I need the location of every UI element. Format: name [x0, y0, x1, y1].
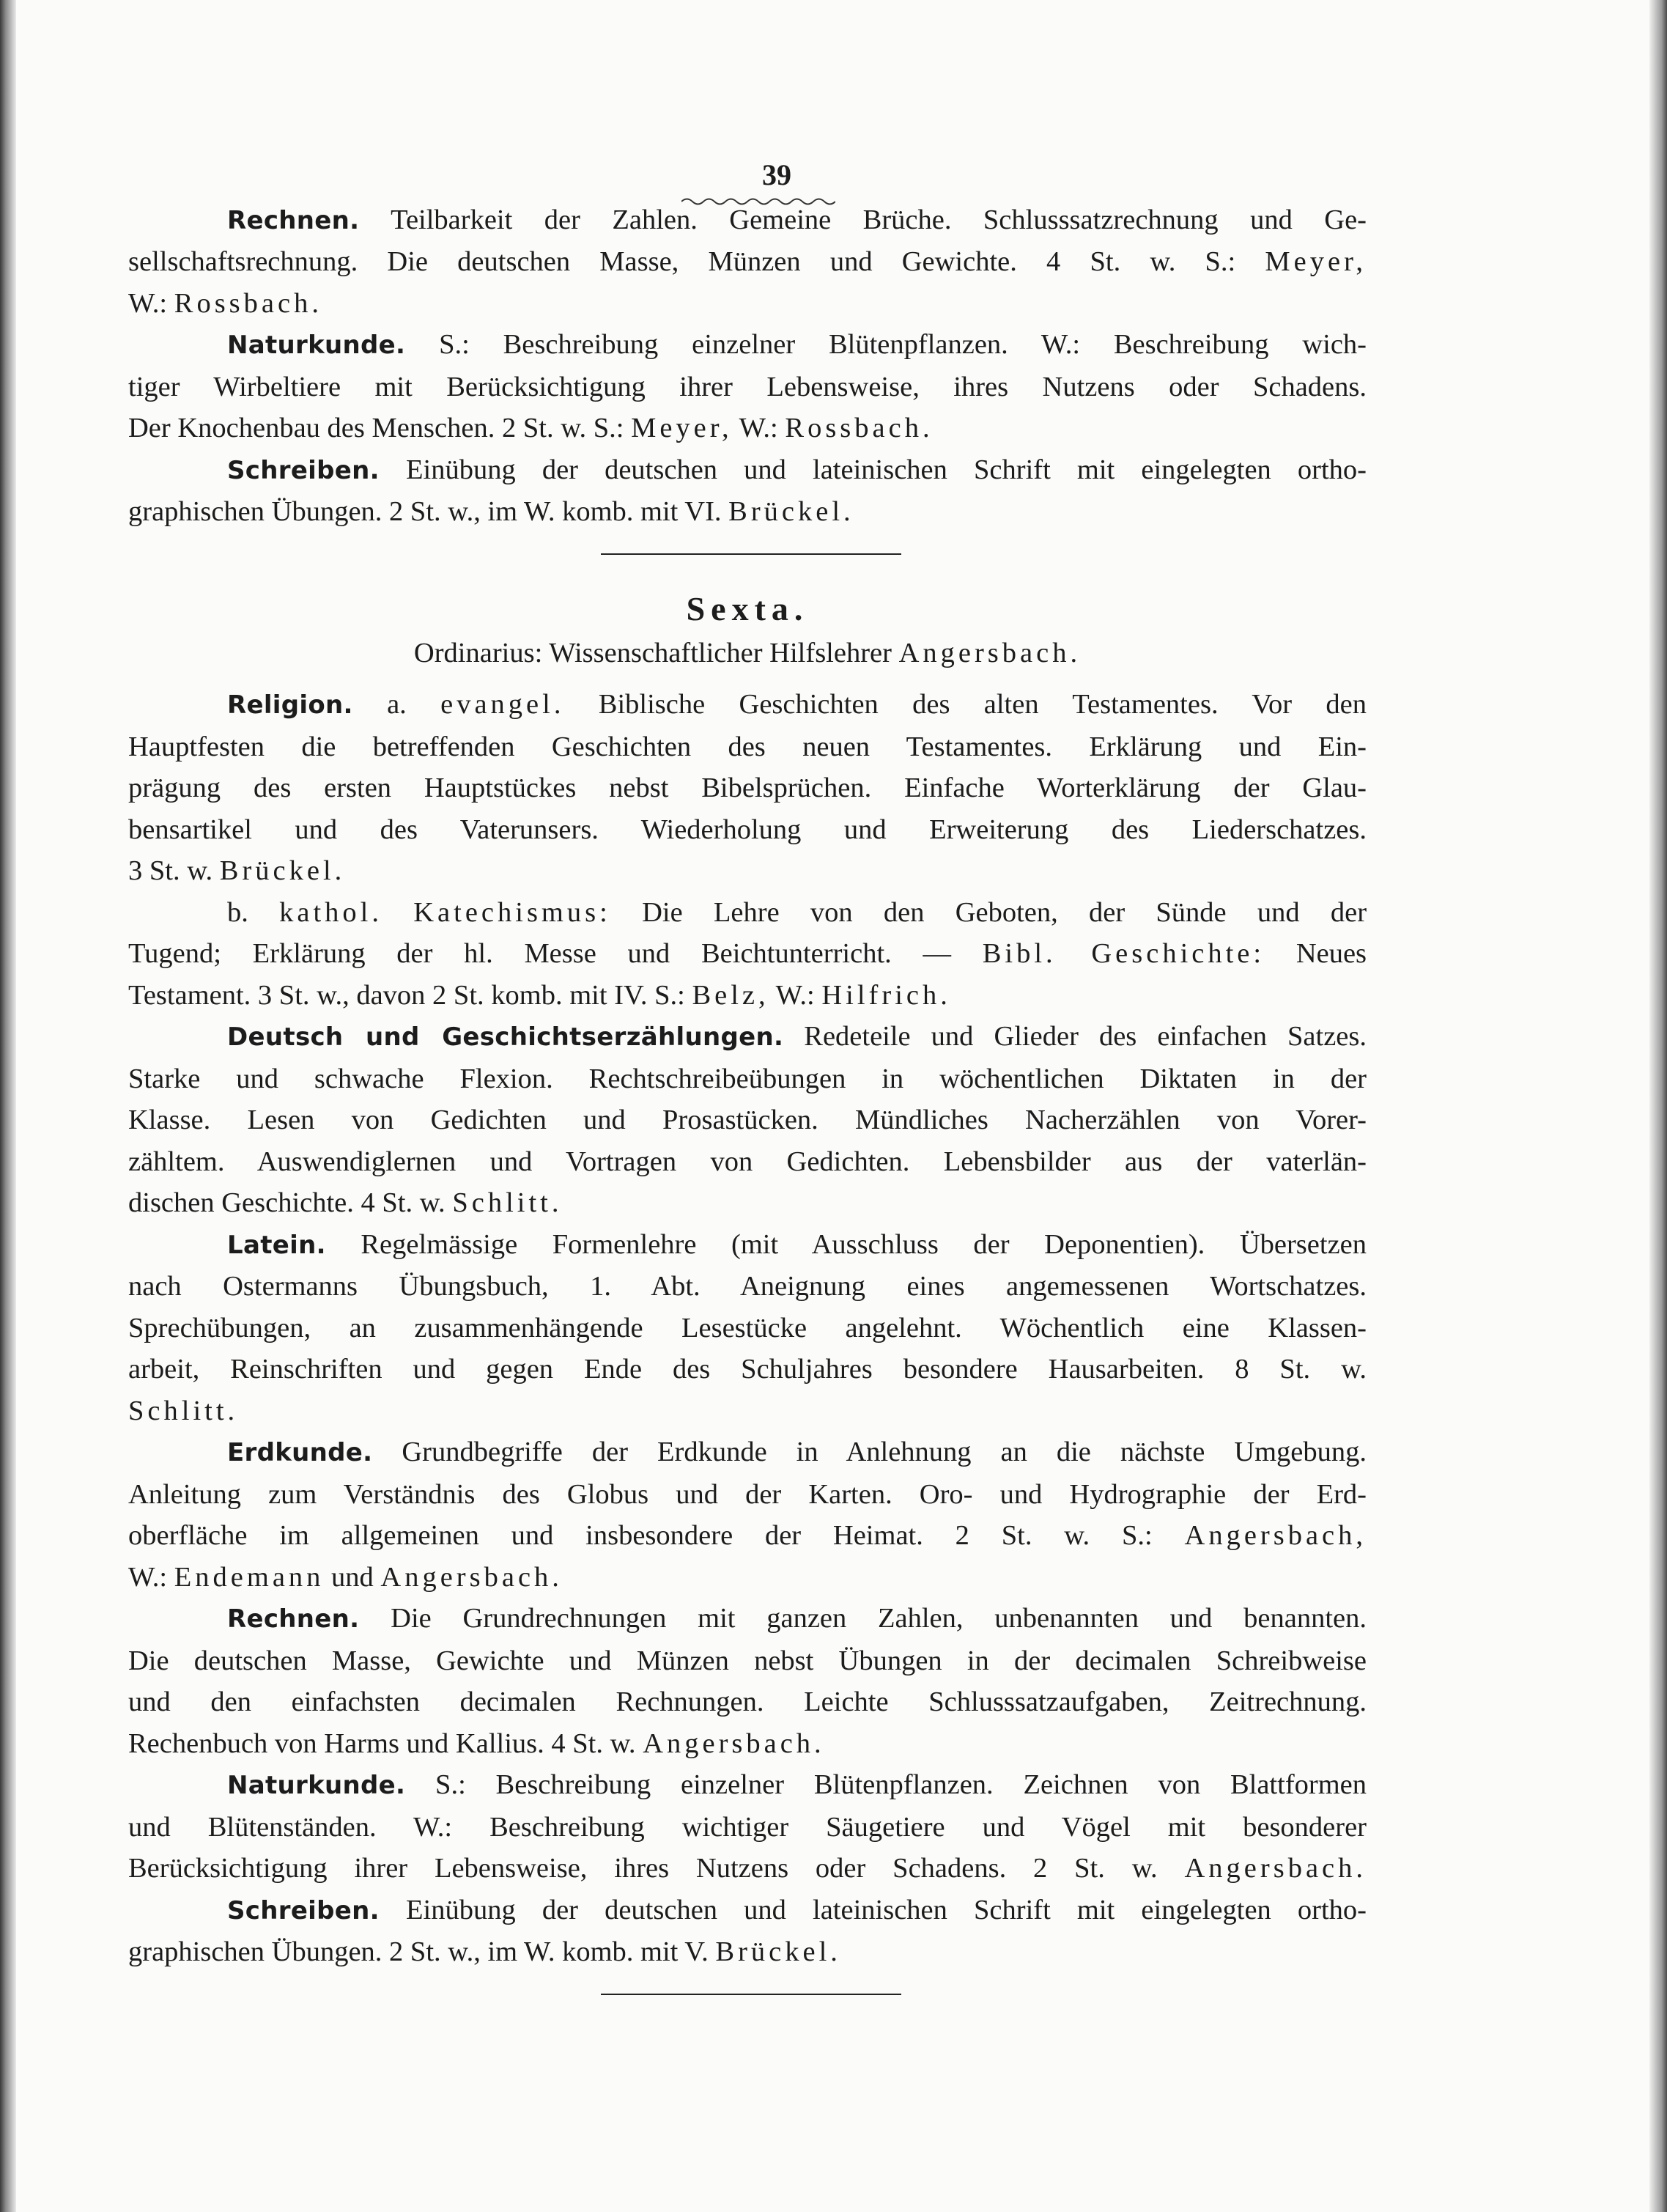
erdkunde-heading: Erdkunde. [227, 1438, 373, 1467]
ordinarius-line: Ordinarius: Wissenschaftlicher Hilfslehrer Angersbach. [413, 637, 1082, 668]
religion-paragraph: Religion. a. evangel. Biblische Geschichten des alten Testamentes. Vor den Hauptfesten die betreffenden Geschichten des neuen Testamentes. Erklärung und Ein- prägung des ersten Hauptstückes nebst Bibelsprüchen. Einfache Worterklärung der Glau- bensartikel und des Vaterunsers. Wiederholung und Erweiterung des Liederschatzes. 3 St. w. Brückel. b. kathol. Katechismus: Die Lehre von den Geboten, der Sünde und der Tugend; Erklärung der hl. Messe und Beichtunterricht. — Bibl. Geschichte: Neues Testament. 3 St. w., davon 2 St. komb. mit IV. S.: Belz, W.: Hilfrich. [128, 689, 1367, 1011]
prev-schreiben-heading: Schreiben. [227, 455, 380, 485]
naturkunde-heading: Naturkunde. [227, 1771, 406, 1800]
rechnen-heading: Rechnen. [227, 1604, 360, 1634]
prev-naturkunde-heading: Naturkunde. [227, 331, 406, 360]
religion-heading: Religion. [227, 690, 353, 720]
erdkunde-paragraph: Erdkunde. Grundbegriffe der Erdkunde in Anlehnung an die nächste Umgebung. Anleitung zum Verständnis des Globus und der Karten. Oro- und Hydrographie der Erd- oberfläche im allgemeinen und insbesondere der Heimat. 2 St. w. S.: Angersbach, W.: Endemann und Angersbach. [128, 1437, 1367, 1593]
section-divider-bottom [128, 1973, 1367, 2015]
schreiben-paragraph: Schreiben. Einübung der deutschen und lateinischen Schrift mit eingelegten ortho- graphischen Übungen. 2 St. w., im W. komb. mit V. Brückel. [128, 1894, 1367, 1967]
prev-schreiben-paragraph: Schreiben. Einübung der deutschen und lateinischen Schrift mit eingelegten ortho- graphischen Übungen. 2 St. w., im W. komb. mit VI. Brückel. [128, 454, 1367, 527]
section-divider-top [128, 533, 1367, 575]
page-number: 39 [762, 158, 791, 191]
page-body [128, 158, 1367, 2014]
deutsch-paragraph: Deutsch und Geschichtserzählungen. Redeteile und Glieder des einfachen Satzes. Starke und schwache Flexion. Rechtschreibeübungen in wöchentlichen Diktaten in der Klasse. Lesen von Gedichten und Prosastücken. Mündliches Nacherzählen von Vorer- zähltem. Auswendiglernen und Vortragen von Gedichten. Lebensbilder aus der vaterlän- dischen Geschichte. 4 St. w. Schlitt. [128, 1021, 1367, 1218]
page-edge-right [1649, 0, 1667, 2212]
rechnen-paragraph: Rechnen. Die Grundrechnungen mit ganzen Zahlen, unbenannten und benannten. Die deutschen Masse, Gewichte und Münzen nebst Übungen in der decimalen Schreibweise und den einfachsten decimalen Rechnungen. Leichte Schlusssatzaufgaben, Zeitrechnung. Rechenbuch von Harms und Kallius. 4 St. w. Angersbach. [128, 1603, 1367, 1759]
section-title: Sexta. [686, 590, 809, 627]
page-edge-left [0, 0, 16, 2212]
deutsch-heading: Deutsch und Geschichtserzählungen. [227, 1022, 784, 1052]
prev-rechnen-heading: Rechnen. [227, 205, 360, 235]
latein-heading: Latein. [227, 1230, 326, 1260]
schreiben-heading: Schreiben. [227, 1895, 380, 1925]
prev-rechnen-paragraph: Rechnen. Teilbarkeit der Zahlen. Gemeine Brüche. Schlusssatzrechnung und Ge- sellschaftsrechnung. Die deutschen Masse, Münzen und Gewichte. 4 St. w. S.: Meyer, W.: Rossbach. [128, 204, 1367, 319]
prev-naturkunde-paragraph: Naturkunde. S.: Beschreibung einzelner Blütenpflanzen. W.: Beschreibung wich- tiger Wirbeltiere mit Berücksichtigung ihrer Lebensweise, ihres Nutzens oder Schadens. Der Knochenbau des Menschen. 2 St. w. S.: Meyer, W.: Rossbach. [128, 329, 1367, 443]
latein-paragraph: Latein. Regelmässige Formenlehre (mit Ausschluss der Deponentien). Übersetzen nach Ostermanns Übungsbuch, 1. Abt. Aneignung eines angemessenen Wortschatzes. Sprechübungen, an zusammenhängende Lesestücke angelehnt. Wöchentlich eine Klassen- arbeit, Reinschriften und gegen Ende des Schuljahres besondere Hausarbeiten. 8 St. w. Schlitt. [128, 1228, 1367, 1426]
naturkunde-paragraph: Naturkunde. S.: Beschreibung einzelner Blütenpflanzen. Zeichnen von Blattformen und Blütenständen. W.: Beschreibung wichtiger Säugetiere und Vögel mit besonderer Berücksichtigung ihrer Lebensweise, ihres Nutzens oder Schadens. 2 St. w. Angersbach. [128, 1769, 1367, 1884]
